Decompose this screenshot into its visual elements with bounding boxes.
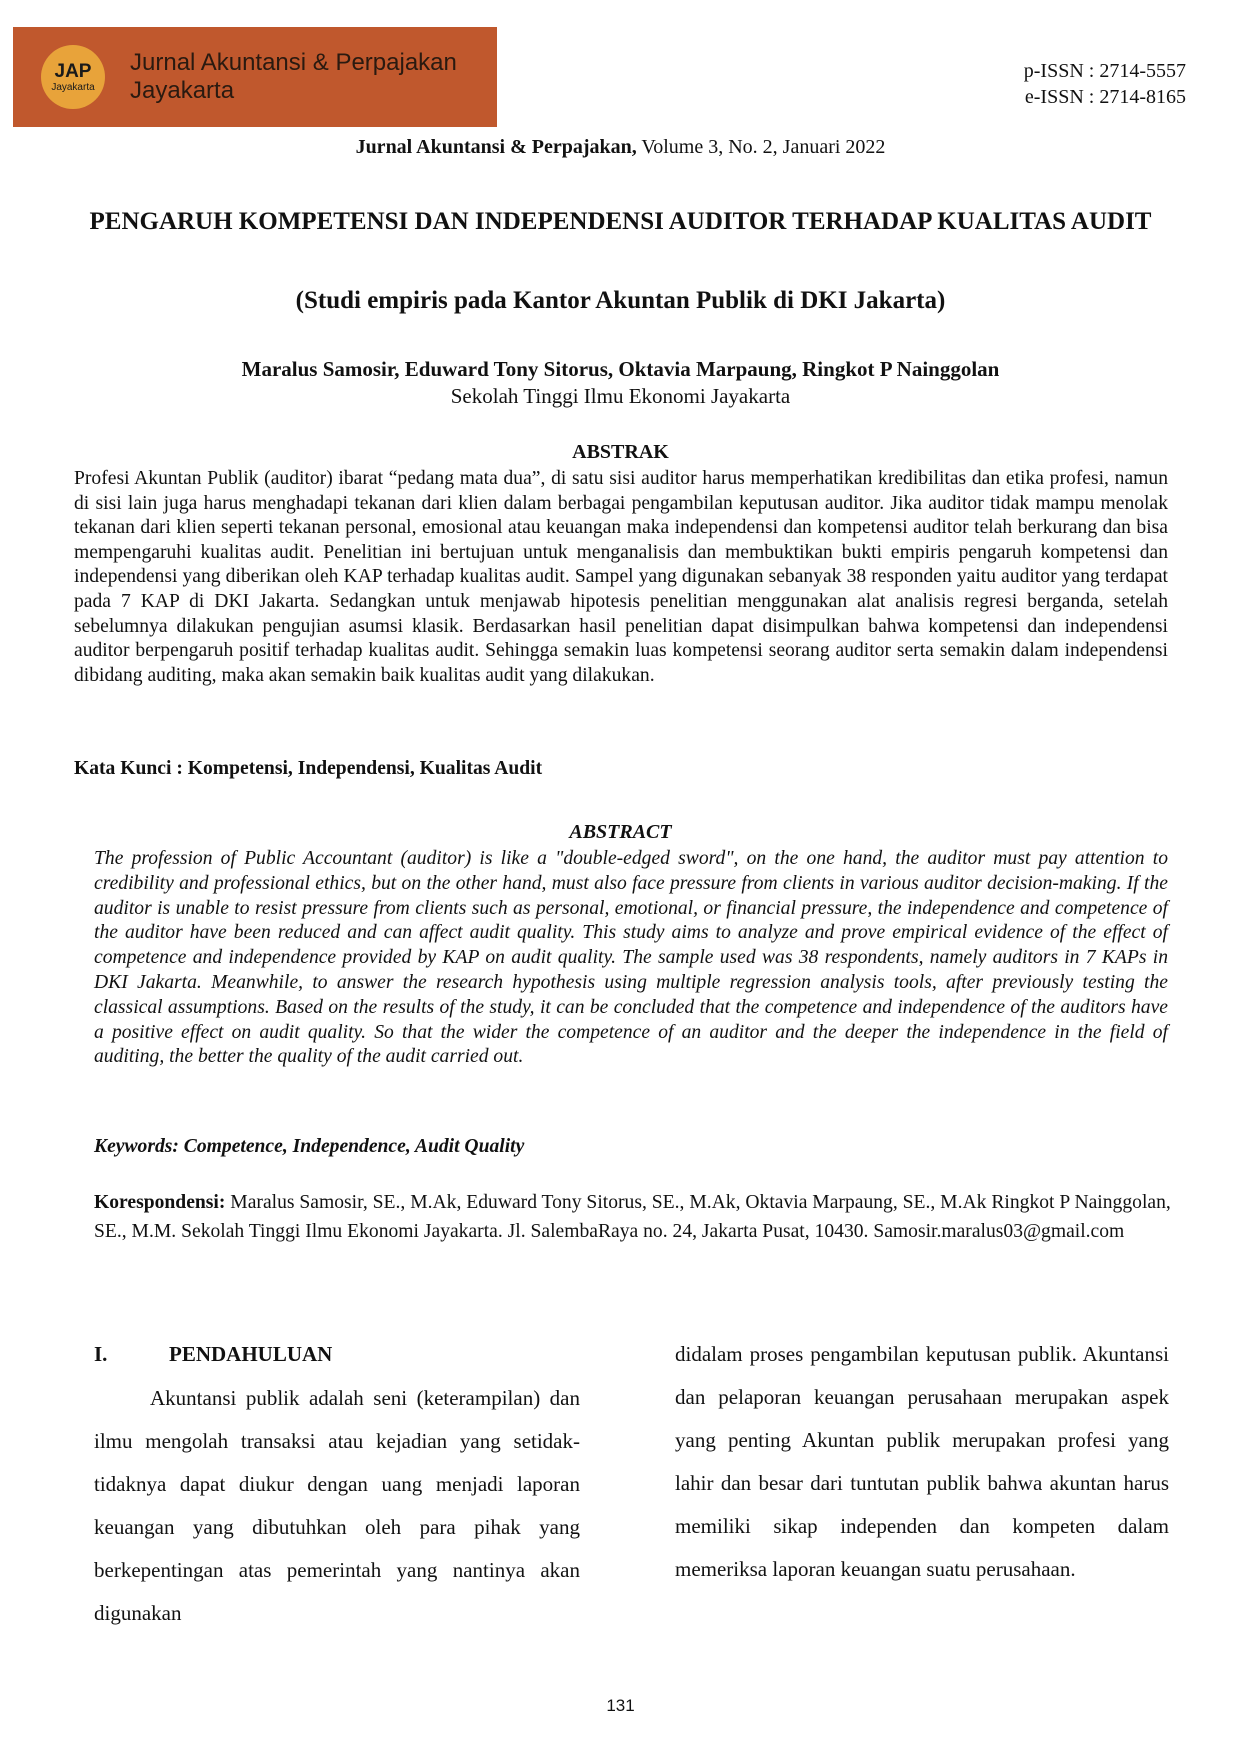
section-title: PENDAHULUAN bbox=[169, 1342, 333, 1366]
citation-journal: Jurnal Akuntansi & Perpajakan, bbox=[355, 136, 637, 158]
journal-banner bbox=[13, 27, 497, 127]
article-title: PENGARUH KOMPETENSI DAN INDEPENDENSI AUDITOR TERHADAP KUALITAS AUDIT bbox=[89, 208, 1152, 235]
abstract-heading: ABSTRACT bbox=[569, 821, 672, 843]
citation-line bbox=[0, 136, 1241, 159]
correspondence bbox=[94, 1188, 1174, 1246]
body-column-left bbox=[94, 1377, 580, 1635]
journal-name bbox=[130, 49, 457, 105]
keywords: Keywords: Competence, Independence, Audit Quality bbox=[94, 1136, 525, 1157]
abstrak-heading: ABSTRAK bbox=[572, 441, 669, 463]
correspondence-text: Maralus Samosir, SE., M.Ak, Eduward Tony Sitorus, SE., M.Ak, Oktavia Marpaung, SE., M.Ak Ringkot P Nainggolan, SE., M.M. Sekolah Tinggi Ilmu Ekonomi Jayakarta. Jl. SalembaRaya no. 24, Jakarta Pusat, 10430. Samosir.maralus03@gmail.com bbox=[94, 1192, 1171, 1242]
kata-kunci: Kata Kunci : Kompetensi, Independensi, Kualitas Audit bbox=[74, 758, 543, 779]
journal-logo bbox=[41, 45, 105, 109]
paragraph-right: didalam proses pengambilan keputusan publik. Akuntansi dan pelaporan keuangan perusahaan merupakan aspek yang penting Akuntan publik merupakan profesi yang lahir dan besar dari tuntutan publik bahwa akuntan harus memiliki sikap independen dan kompeten dalam memeriksa laporan keuangan suatu perusahaan. bbox=[675, 1342, 1169, 1581]
journal-name-line1: Jurnal Akuntansi & Perpajakan bbox=[130, 49, 457, 76]
section-number: I. bbox=[94, 1342, 108, 1366]
abstract-body: The profession of Public Accountant (auditor) is like a "double-edged sword", on the one hand, the auditor must pay attention to credibility and professional ethics, but on the other hand, must also face pressure from clients in various auditor decision-making. If the auditor is unable to resist pressure from clients such as personal, emotional, or financial pressure, the independence and competence of the auditor have been reduced and can affect audit quality. This study aims to analyze and prove empirical evidence of the effect of competence and independence provided by KAP on audit quality. The sample used was 38 respondents, namely auditors in 7 KAPs in DKI Jakarta. Meanwhile, to answer the research hypothesis using multiple regression analysis tools, after previously testing the classical assumptions. Based on the results of the study, it can be concluded that the competence and independence of the auditors have a positive effect on audit quality. So that the wider the competence of an auditor and the deeper the independence in the field of auditing, the better the quality of the audit carried out. bbox=[94, 848, 1168, 1068]
correspondence-label: Korespondensi: bbox=[94, 1192, 226, 1213]
article-subtitle: (Studi empiris pada Kantor Akuntan Publik di DKI Jakarta) bbox=[295, 287, 946, 314]
abstrak-body: Profesi Akuntan Publik (auditor) ibarat “pedang mata dua”, di satu sisi auditor harus memperhatikan kredibilitas dan etika profesi, namun di sisi lain juga harus menghadapi tekanan dari klien dalam berbagai pengambilan keputusan auditor. Jika auditor tidak mampu menolak tekanan dari klien seperti tekanan personal, emosional atau keuangan maka independensi dan kompetensi auditor telah berkurang dan bisa mempengaruhi kualitas audit. Penelitian ini bertujuan untuk menganalisis dan membuktikan bukti empiris pengaruh kompetensi dan independensi yang diberikan oleh KAP terhadap kualitas audit. Sampel yang digunakan sebanyak 38 responden yaitu auditor yang terdapat pada 7 KAP di DKI Jakarta. Sedangkan untuk menjawab hipotesis penelitian menggunakan alat analisis regresi berganda, setelah sebelumnya dilakukan pengujian asumsi klasik. Berdasarkan hasil penelitian dapat disimpulkan bahwa kompetensi dan independensi auditor berpengaruh positif terhadap kualitas audit. Sehingga semakin luas kompetensi seorang auditor serta semakin dalam independensi dibidang auditing, maka akan semakin baik kualitas audit yang dilakukan. bbox=[74, 468, 1168, 686]
journal-name-line2: Jayakarta bbox=[130, 77, 235, 104]
e-issn: e-ISSN : 2714-8165 bbox=[1024, 86, 1186, 108]
logo-sub: Jayakarta bbox=[51, 81, 95, 93]
p-issn: p-ISSN : 2714-5557 bbox=[1023, 60, 1186, 82]
article-affiliation: Sekolah Tinggi Ilmu Ekonomi Jayakarta bbox=[450, 384, 791, 408]
page-number: 131 bbox=[606, 1696, 635, 1715]
paragraph-left: Akuntansi publik adalah seni (keterampilan) dan ilmu mengolah transaksi atau kejadian yang setidak-tidaknya dapat diukur dengan uang menjadi laporan keuangan yang dibutuhkan oleh para pihak yang berkepentingan atas pemerintah yang nantinya akan digunakan bbox=[94, 1386, 580, 1625]
issn-block bbox=[1024, 58, 1186, 110]
citation-issue: Volume 3, No. 2, Januari 2022 bbox=[641, 136, 886, 158]
section-heading bbox=[94, 1333, 332, 1376]
logo-abbr: JAP bbox=[54, 60, 92, 82]
article-authors: Maralus Samosir, Eduward Tony Sitorus, Oktavia Marpaung, Ringkot P Nainggolan bbox=[241, 357, 1000, 381]
body-column-right bbox=[675, 1333, 1169, 1591]
